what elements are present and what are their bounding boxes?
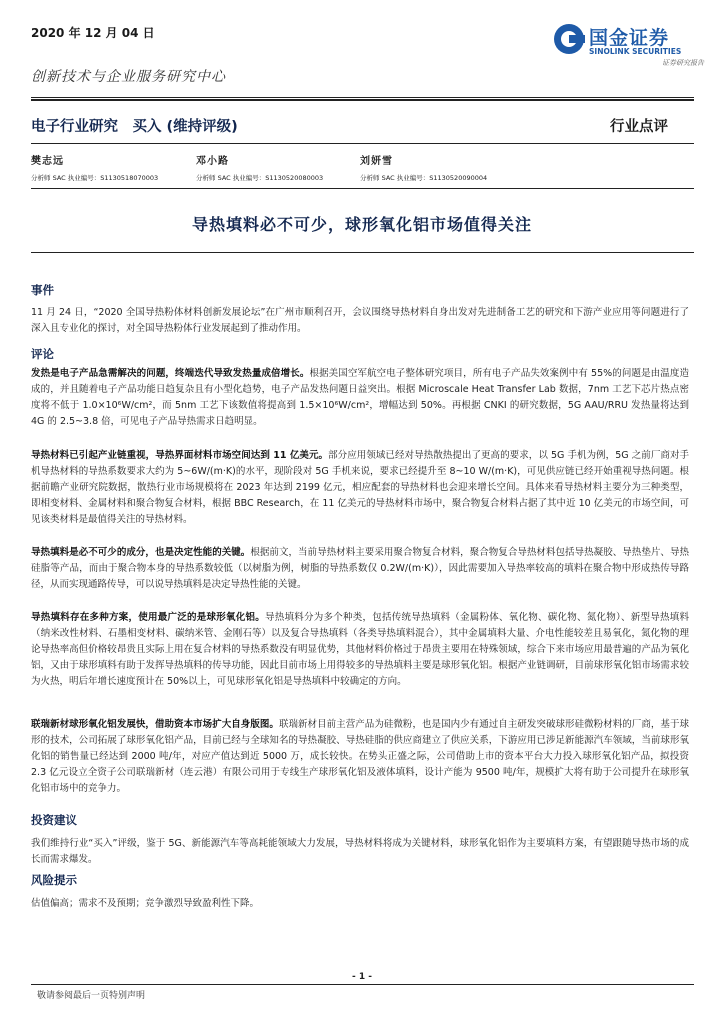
analyst-name: 刘妍雪 (360, 156, 393, 167)
section-heading-comment: 评论 (31, 347, 54, 361)
title-divider-bottom (31, 252, 694, 253)
paragraph-body: 根据美国空军航空电子整体研究项目，所有电子产品失效案例中有 55%的问题是由温度造成的，并且随着电子产品功能日趋复杂且有小型化趋势，电子产品发热问题日益突出。根据 Microscale Heat Transfer Lab 数据，7nm 工艺下芯片热点密度将不低于 1.0×10⁶W/cm²，而 5nm 工艺下该数值将提高到 1.5×10⁶W/cm²，增幅达到 50%。再根据 CNKI 的研究数据，5G AAU/RRU 发热量将达到 4G 的 2.5~3.8 倍，可见电子产品导热需求日趋明显。 (31, 368, 689, 427)
logo-english-name: SINOLINK SECURITIES (589, 47, 682, 56)
title-divider-top (31, 188, 694, 189)
analyst-1 (31, 152, 158, 182)
header-divider-thick (31, 99, 694, 101)
category-rating: 电子行业研究 买入 (维持评级) (31, 119, 238, 135)
section-heading-risk: 风险提示 (31, 873, 77, 887)
comment-paragraph-2 (31, 448, 689, 528)
analyst-divider (31, 143, 694, 144)
event-paragraph: 11 月 24 日，“2020 全国导热粉体材料创新发展论坛”在广州市顺利召开，会议围绕导热材料自身出发对先进制备工艺的研究和下游产业应用等问题进行了深入且专业化的探讨，对全国导热粉体行业发展起到了推动作用。 (31, 307, 689, 334)
paragraph-lead: 导热填料存在多种方案，使用最广泛的是球形氧化铝。 (31, 612, 265, 623)
paragraph-lead: 联瑞新材球形氧化铝发展快，借助资本市场扩大自身版图。 (31, 719, 279, 730)
paragraph-body: 导热填料分为多个种类，包括传统导热填料（金属粉体、氧化物、碳化物、氮化物）、新型导热填料（纳米改性材料、石墨相变材料、碳纳米管、金刚石等）以及复合导热填料（各类导热填料混合），其中金属填料大量、介电性能较差且易氧化，氮化物的理论导热率高但价格较昂贵且实际上用在复合材料的导热系数没有明显优势，其他材料价格过于昂贵主要用在特殊领域，综合下来市场应用最普遍的产品为氧化铝，又由于球形填料有助于发挥导热填料的传导功能，因此目前市场上用得较多的导热填料主要是球形氧化铝。根据产业链调研，目前球形氧化铝市场需求较为火热，明后年增长速度预计在 50%以上，可见球形氧化铝是导热填料中较确定的方向。 (31, 612, 689, 687)
paragraph-lead: 发热是电子产品急需解决的问题，终端迭代导致发热量成倍增长。 (31, 368, 310, 379)
advice-paragraph: 我们维持行业“买入”评级，鉴于 5G、新能源汽车等高耗能领域大力发展，导热材料将成为关键材料，球形氧化铝作为主要填料方案，有望跟随导热市场的成长而需求爆发。 (31, 838, 689, 865)
comment-paragraph-5 (31, 717, 689, 797)
paragraph-lead: 导热填料是必不可少的成分，也是决定性能的关键。 (31, 547, 251, 558)
analyst-3 (360, 152, 487, 182)
analyst-license: 分析师 SAC 执业编号：S1130518070003 (31, 174, 159, 182)
paragraph-body: 根据前文，当前导热材料主要采用聚合物复合材料，聚合物复合导热材料包括导热凝胶、导热垫片、导热硅脂等产品，而由于聚合物本身的导热系数较低（以树脂为例，树脂的导热系数仅 0.2W/(m·K)），因此需要加入导热率较高的填料在聚合物中形成热传导路径，从而实现通路传导，可以说导热填料是决定导热性能的关键。 (31, 547, 689, 590)
footer-divider (31, 984, 694, 985)
report-date: 2020 年 12 月 04 日 (31, 26, 155, 40)
page-number: - 1 - (352, 972, 372, 982)
company-logo (554, 22, 704, 70)
report-title: 导热填料必不可少，球形氧化铝市场值得关注 (191, 215, 532, 234)
logo-chinese-name: 国金证券 (589, 27, 670, 49)
header-divider (31, 97, 694, 98)
paragraph-lead: 导热材料已引起产业链重视，导热界面材料市场空间达到 11 亿美元。 (31, 450, 329, 461)
analyst-name: 樊志远 (31, 156, 64, 167)
analyst-2 (196, 152, 323, 182)
research-center-name: 创新技术与企业服务研究中心 (31, 69, 226, 85)
logo-subtitle: 证券研究报告 (662, 59, 704, 67)
section-heading-event: 事件 (31, 283, 54, 297)
paragraph-body: 部分应用领域已经对导热散热提出了更高的要求，以 5G 手机为例，5G 之前厂商对手机导热材料的导热系数要求大约为 5~6W/(m·K)的水平，现阶段对 5G 手机来说，要求已经提升至 8~10 W/(m·K)，可见供应链已经开始重视导热问题。根据前瞻产业研究院数据，散热行业市场规模将在 2023 年达到 2199 亿元，相应配套的导热材料也会迎来增长空间。具体来看导热材料主要分为三种类型，即相变材料、金属材料和聚合物复合材料，根据 BBC Research，在 11 亿美元的导热材料市场中，聚合物复合材料占据了其中近 10 亿美元的市场空间，可见该类材料是最值得关注的导热材料。 (31, 450, 689, 525)
comment-paragraph-1 (31, 366, 689, 430)
analyst-name: 邓小路 (196, 156, 229, 167)
comment-paragraph-3 (31, 545, 689, 593)
report-type: 行业点评 (610, 119, 668, 135)
risk-paragraph: 估值偏高；需求不及预期；竞争激烈导致盈利性下降。 (31, 898, 260, 909)
paragraph-body: 联瑞新材目前主营产品为硅微粉，也是国内少有通过自主研发突破球形硅微粉材料的厂商，基于球形的技术，公司拓展了球形氧化铝产品，目前已经与全球知名的导热凝胶、导热硅脂的供应商建立了供应关系，下游应用已涉足新能源汽车领域，当前球形氧化铝的销售量已经达到 2000 吨/年，对应产值达到近 5000 万，成长较快。在势头正盛之际，公司借助上市的资本平台大力投入球形氧化铝产品，拟投资 2.3 亿元设立全资子公司联瑞新材（连云港）有限公司用于专线生产球形氧化铝及液体填料，设计产能为 9500 吨/年，规模扩大将有助于公司提升在球形氧化铝市场中的竞争力。 (31, 719, 689, 794)
logo-mark-icon (554, 24, 584, 54)
analyst-license: 分析师 SAC 执业编号：S1130520090004 (360, 174, 488, 182)
section-heading-advice: 投资建议 (31, 813, 77, 827)
comment-paragraph-4 (31, 610, 689, 690)
analyst-license: 分析师 SAC 执业编号：S1130520080003 (196, 174, 324, 182)
footer-disclaimer: 敬请参阅最后一页特别声明 (37, 991, 146, 1001)
